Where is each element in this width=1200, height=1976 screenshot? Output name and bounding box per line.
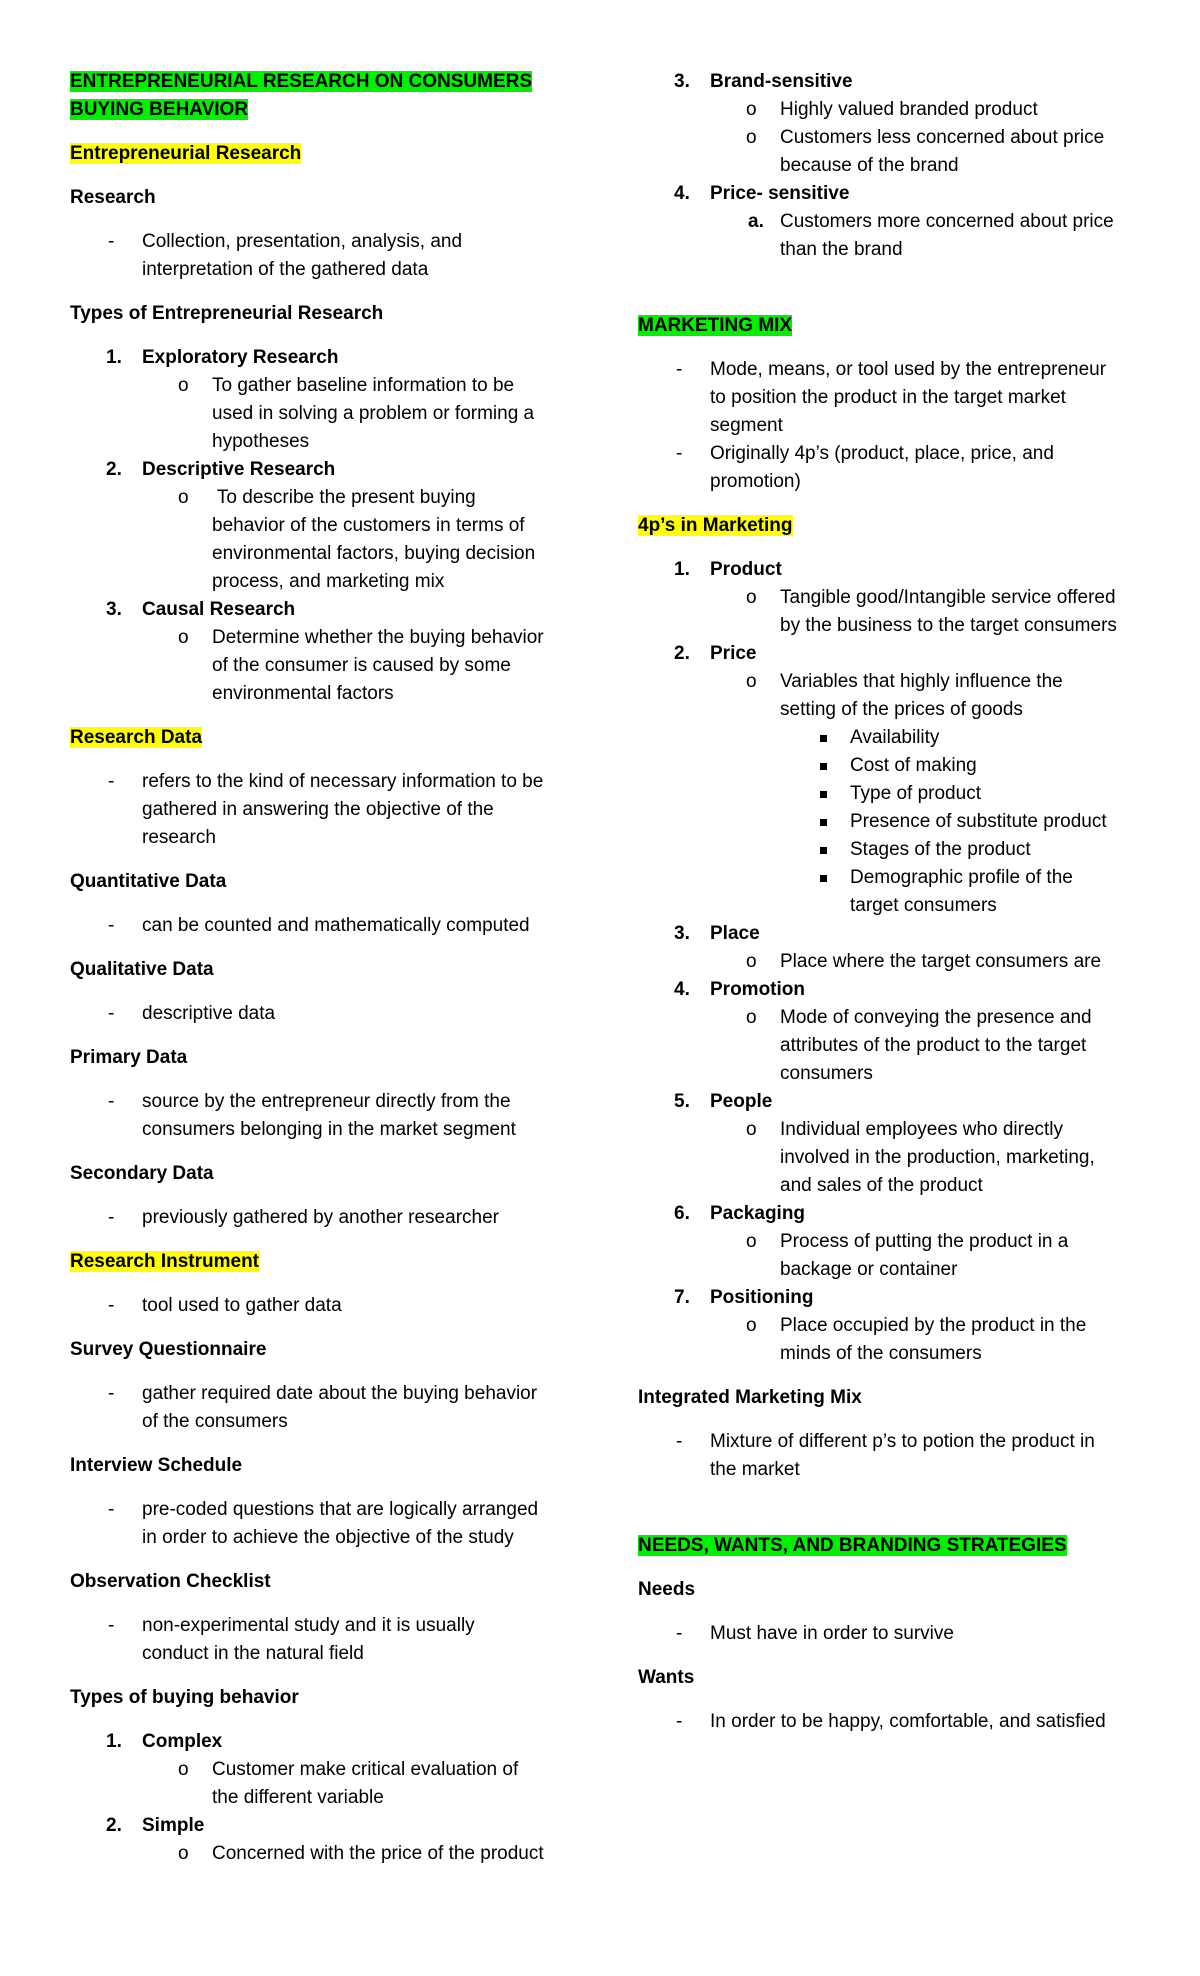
needs-definition: Must have in order to survive	[710, 1623, 954, 1644]
interview-definition: pre-coded questions that are logically arranged	[142, 1499, 539, 1520]
marketing-mix-origin: Originally 4p’s (product, place, price, and	[710, 443, 1054, 464]
survey-definition-cont: of the consumers	[142, 1411, 288, 1432]
observation-definition: non-experimental study and it is usually	[142, 1615, 475, 1636]
item-positioning: Positioning	[710, 1287, 814, 1308]
list-number: 3.	[674, 71, 690, 92]
list-number: 6.	[674, 1203, 690, 1224]
dash-marker: -	[108, 1383, 115, 1404]
wants-definition: In order to be happy, comfortable, and satisfied	[710, 1711, 1106, 1732]
dash-marker: -	[676, 1623, 683, 1644]
list-number: 4.	[674, 183, 690, 204]
secondary-definition: previously gathered by another researcher	[142, 1207, 499, 1228]
primary-definition: source by the entrepreneur directly from the	[142, 1091, 511, 1112]
circle-bullet: o	[746, 1119, 757, 1140]
circle-bullet: o	[746, 951, 757, 972]
item-complex: Complex	[142, 1731, 223, 1752]
section-heading-research-instrument: Research Instrument	[70, 1251, 260, 1272]
research-definition-cont: interpretation of the gathered data	[142, 259, 429, 280]
item-exploratory-research: Exploratory Research	[142, 347, 339, 368]
list-item-text: involved in the production, marketing,	[780, 1147, 1095, 1168]
list-item-text: the different variable	[212, 1787, 384, 1808]
dash-marker: -	[108, 1499, 115, 1520]
heading-secondary-data: Secondary Data	[70, 1163, 214, 1184]
list-item-text: by the business to the target consumers	[780, 615, 1117, 636]
section-heading-marketing-mix: MARKETING MIX	[638, 315, 793, 336]
list-item-text: Customer make critical evaluation of	[212, 1759, 519, 1780]
list-item-text: because of the brand	[780, 155, 959, 176]
list-item-text: Customers less concerned about price	[780, 127, 1105, 148]
item-brand-sensitive: Brand-sensitive	[710, 71, 853, 92]
heading-wants: Wants	[638, 1667, 695, 1688]
list-item-text: of the consumer is caused by some	[212, 655, 511, 676]
observation-definition-cont: conduct in the natural field	[142, 1643, 364, 1664]
marketing-mix-definition-cont: segment	[710, 415, 783, 436]
item-simple: Simple	[142, 1815, 205, 1836]
interview-definition-cont: in order to achieve the objective of the study	[142, 1527, 514, 1548]
dash-marker: -	[108, 915, 115, 936]
list-letter: a.	[748, 211, 764, 232]
research-data-definition-cont: research	[142, 827, 216, 848]
marketing-mix-origin-cont: promotion)	[710, 471, 801, 492]
list-item-text: Tangible good/Intangible service offered	[780, 587, 1116, 608]
list-item-text: backage or container	[780, 1259, 958, 1280]
dash-marker: -	[676, 443, 683, 464]
instrument-definition: tool used to gather data	[142, 1295, 342, 1316]
heading-qualitative-data: Qualitative Data	[70, 959, 214, 980]
section-heading-entrepreneurial-research: Entrepreneurial Research	[70, 143, 302, 164]
list-item-text: Process of putting the product in a	[780, 1231, 1069, 1252]
section-heading-research-data: Research Data	[70, 727, 203, 748]
qualitative-definition: descriptive data	[142, 1003, 276, 1024]
section-heading-4ps: 4p’s in Marketing	[638, 515, 793, 536]
list-item-text: Concerned with the price of the product	[212, 1843, 544, 1864]
heading-quantitative-data: Quantitative Data	[70, 871, 227, 892]
dash-marker: -	[108, 1091, 115, 1112]
integrated-mix-definition: Mixture of different p’s to potion the product in	[710, 1431, 1095, 1452]
list-item-text: process, and marketing mix	[212, 571, 445, 592]
list-item-text: Place occupied by the product in the	[780, 1315, 1087, 1336]
dash-marker: -	[108, 771, 115, 792]
heading-primary-data: Primary Data	[70, 1047, 188, 1068]
list-item-text: Place where the target consumers are	[780, 951, 1102, 972]
heading-integrated-marketing-mix: Integrated Marketing Mix	[638, 1387, 862, 1408]
sub-item-text: target consumers	[850, 895, 997, 916]
marketing-mix-definition: Mode, means, or tool used by the entrepreneur	[710, 359, 1107, 380]
list-number: 2.	[106, 459, 122, 480]
sub-item-text: Cost of making	[850, 755, 977, 776]
circle-bullet: o	[746, 671, 757, 692]
list-item-text: Individual employees who directly	[780, 1119, 1064, 1140]
item-packaging: Packaging	[710, 1203, 806, 1224]
circle-bullet: o	[746, 1315, 757, 1336]
dash-marker: -	[676, 1431, 683, 1452]
item-people: People	[710, 1091, 773, 1112]
list-item-text: environmental factors	[212, 683, 394, 704]
survey-definition: gather required date about the buying behavior	[142, 1383, 538, 1404]
item-price: Price	[710, 643, 757, 664]
list-item-text: Customers more concerned about price	[780, 211, 1114, 232]
item-descriptive-research: Descriptive Research	[142, 459, 336, 480]
heading-observation-checklist: Observation Checklist	[70, 1571, 271, 1592]
research-definition: Collection, presentation, analysis, and	[142, 231, 463, 252]
list-item-text: consumers	[780, 1063, 873, 1084]
list-item-text: attributes of the product to the target	[780, 1035, 1087, 1056]
list-item-text: hypotheses	[212, 431, 310, 452]
research-data-definition: refers to the kind of necessary information to be	[142, 771, 544, 792]
heading-types-of-research: Types of Entrepreneurial Research	[70, 303, 384, 324]
list-item-text: and sales of the product	[780, 1175, 983, 1196]
sub-item-text: Stages of the product	[850, 839, 1031, 860]
item-product: Product	[710, 559, 782, 580]
item-promotion: Promotion	[710, 979, 805, 1000]
circle-bullet: o	[178, 375, 189, 396]
heading-research: Research	[70, 187, 156, 208]
list-item-text: than the brand	[780, 239, 903, 260]
primary-definition-cont: consumers belonging in the market segment	[142, 1119, 516, 1140]
sub-item-text: Presence of substitute product	[850, 811, 1107, 832]
list-item-text: environmental factors, buying decision	[212, 543, 536, 564]
sub-item-text: Type of product	[850, 783, 981, 804]
list-number: 4.	[674, 979, 690, 1000]
dash-marker: -	[108, 1003, 115, 1024]
list-number: 3.	[674, 923, 690, 944]
dash-marker: -	[676, 1711, 683, 1732]
square-bullet	[820, 847, 827, 854]
quantitative-definition: can be counted and mathematically computed	[142, 915, 530, 936]
heading-needs: Needs	[638, 1579, 696, 1600]
circle-bullet: o	[746, 99, 757, 120]
heading-interview-schedule: Interview Schedule	[70, 1455, 243, 1476]
circle-bullet: o	[746, 1231, 757, 1252]
heading-types-of-buying-behavior: Types of buying behavior	[70, 1687, 299, 1708]
square-bullet	[820, 763, 827, 770]
dash-marker: -	[108, 231, 115, 252]
list-item-text: Mode of conveying the presence and	[780, 1007, 1092, 1028]
dash-marker: -	[676, 359, 683, 380]
list-item-text: minds of the consumers	[780, 1343, 982, 1364]
circle-bullet: o	[746, 587, 757, 608]
circle-bullet: o	[178, 1843, 189, 1864]
list-number: 7.	[674, 1287, 690, 1308]
circle-bullet: o	[178, 1759, 189, 1780]
marketing-mix-definition-cont: to position the product in the target market	[710, 387, 1066, 408]
integrated-mix-definition-cont: the market	[710, 1459, 800, 1480]
list-number: 2.	[106, 1815, 122, 1836]
list-number: 3.	[106, 599, 122, 620]
list-item-text: used in solving a problem or forming a	[212, 403, 535, 424]
list-item-text: Highly valued branded product	[780, 99, 1038, 120]
list-item-text: setting of the prices of goods	[780, 699, 1023, 720]
research-data-definition-cont: gathered in answering the objective of the	[142, 799, 494, 820]
list-number: 1.	[106, 1731, 122, 1752]
list-item-text: behavior of the customers in terms of	[212, 515, 525, 536]
square-bullet	[820, 735, 827, 742]
section-heading-needs-wants-branding: NEEDS, WANTS, AND BRANDING STRATEGIES	[638, 1535, 1067, 1556]
circle-bullet: o	[178, 627, 189, 648]
circle-bullet: o	[746, 127, 757, 148]
list-item-text: Determine whether the buying behavior	[212, 627, 544, 648]
circle-bullet: o	[746, 1007, 757, 1028]
list-item-text: Variables that highly influence the	[780, 671, 1063, 692]
item-causal-research: Causal Research	[142, 599, 296, 620]
sub-item-text: Availability	[850, 727, 940, 748]
list-item-text: To gather baseline information to be	[212, 375, 515, 396]
list-number: 5.	[674, 1091, 690, 1112]
dash-marker: -	[108, 1295, 115, 1316]
dash-marker: -	[108, 1207, 115, 1228]
sub-item-text: Demographic profile of the	[850, 867, 1073, 888]
item-place: Place	[710, 923, 760, 944]
list-number: 1.	[674, 559, 690, 580]
document-title-line2: BUYING BEHAVIOR	[70, 99, 249, 120]
list-number: 2.	[674, 643, 690, 664]
heading-survey-questionnaire: Survey Questionnaire	[70, 1339, 267, 1360]
square-bullet	[820, 819, 827, 826]
item-price-sensitive: Price- sensitive	[710, 183, 850, 204]
list-number: 1.	[106, 347, 122, 368]
dash-marker: -	[108, 1615, 115, 1636]
square-bullet	[820, 875, 827, 882]
square-bullet	[820, 791, 827, 798]
list-item-text: To describe the present buying	[212, 487, 476, 508]
circle-bullet: o	[178, 487, 189, 508]
document-title: ENTREPRENEURIAL RESEARCH ON CONSUMERS	[70, 71, 533, 92]
